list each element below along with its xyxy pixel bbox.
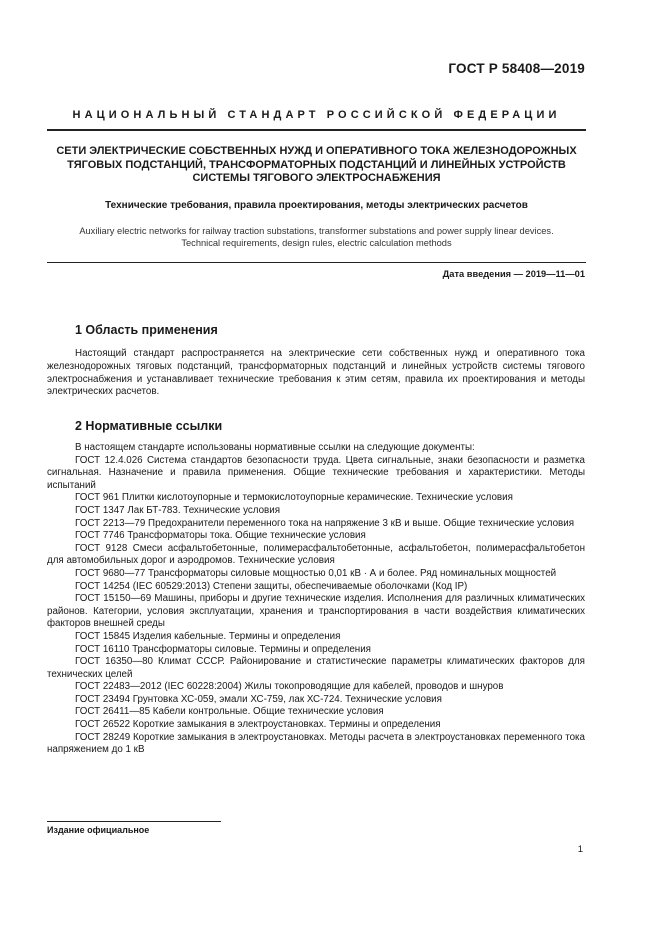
reference-item: В настоящем стандарте использованы нормативные ссылки на следующие документы: xyxy=(75,442,475,453)
title-line: СИСТЕМЫ ТЯГОВОГО ЭЛЕКТРОСНАБЖЕНИЯ xyxy=(192,172,441,184)
reference-item: ГОСТ 15150—69 Машины, приборы и другие технические изделия. Исполнения для различных климатических районов. Категории, условия эксплуатации, хранения и транспортирования в части воздействия климатических факторов внешней среды xyxy=(47,593,585,630)
reference-item: ГОСТ 1347 Лак БТ-783. Технические условия xyxy=(75,504,281,516)
reference-item: ГОСТ 16110 Трансформаторы силовые. Термины и определения xyxy=(75,643,371,655)
reference-item: ГОСТ 16350—80 Климат СССР. Районирование и статистические параметры климатических факторов для технических целей xyxy=(47,656,585,680)
section-heading-references: 2 Нормативные ссылки xyxy=(75,419,223,433)
reference-item: ГОСТ 9680—77 Трансформаторы силовые мощностью 0,01 кВ · А и более. Ряд номинальных мощностей xyxy=(75,567,557,579)
title-line: ТЯГОВЫХ ПОДСТАНЦИЙ, ТРАНСФОРМАТОРНЫХ ПОДСТАНЦИЙ И ЛИНЕЙНЫХ УСТРОЙСТВ xyxy=(67,158,566,171)
national-standard-banner: НАЦИОНАЛЬНЫЙ СТАНДАРТ РОССИЙСКОЙ ФЕДЕРАЦИИ xyxy=(72,109,561,121)
reference-item: ГОСТ 26522 Короткие замыкания в электроустановках. Термины и определения xyxy=(75,719,441,731)
reference-item: ГОСТ 7746 Трансформаторы тока. Общие технические условия xyxy=(75,530,366,542)
page-number: 1 xyxy=(577,844,583,855)
official-edition-label: Издание официальное xyxy=(47,825,150,835)
footer-divider xyxy=(47,821,221,822)
document-subtitle: Технические требования, правила проектирования, методы электрических расчетов xyxy=(105,200,528,211)
section-heading-scope: 1 Область применения xyxy=(75,323,218,337)
reference-item: ГОСТ 2213—79 Предохранители переменного тока на напряжение 3 кВ и выше. Общие технические условия xyxy=(75,517,575,529)
reference-item: ГОСТ 28249 Короткие замыкания в электроустановках. Методы расчета в электроустановках переменного тока напряжением до 1 кВ xyxy=(47,731,585,756)
title-divider xyxy=(47,262,586,263)
reference-item: ГОСТ 961 Плитки кислотоупорные и термокислотоупорные керамические. Технические условия xyxy=(75,492,513,504)
document-code: ГОСТ Р 58408—2019 xyxy=(448,61,585,76)
reference-item: ГОСТ 9128 Смеси асфальтобетонные, полимерасфальтобетонные, асфальтобетон, полимерасфальтобетон для автомобильных дорог и аэродромов. Технические условия xyxy=(47,542,585,567)
header-divider xyxy=(47,129,586,131)
reference-item: ГОСТ 23494 Грунтовка ХС-059, эмали ХС-759, лак ХС-724. Технические условия xyxy=(75,693,442,705)
reference-item: ГОСТ 14254 (IEC 60529:2013) Степени защиты, обеспечиваемые оболочками (Код IP) xyxy=(75,580,468,592)
references-list xyxy=(47,442,585,757)
english-title-line: Auxiliary electric networks for railway traction substations, transformer substations and power supply linear devices. xyxy=(79,226,554,236)
effective-date: Дата введения — 2019—11—01 xyxy=(442,269,585,279)
english-title-line: Technical requirements, design rules, electric calculation methods xyxy=(181,238,452,248)
scope-paragraph: Настоящий стандарт распространяется на электрические сети собственных нужд и оперативного тока железнодорожных тяговых подстанций, трансформаторных подстанций и линейных устройств системы тягового электроснабжения и устанавливает технические требования к этим сетям, правила их проектирования и методы электрических расчетов. xyxy=(47,348,585,398)
reference-item: ГОСТ 22483—2012 (IEC 60228:2004) Жилы токопроводящие для кабелей, проводов и шнуров xyxy=(75,681,504,693)
document-title xyxy=(47,145,586,186)
reference-item: ГОСТ 15845 Изделия кабельные. Термины и определения xyxy=(75,630,341,642)
reference-item: ГОСТ 26411—85 Кабели контрольные. Общие технические условия xyxy=(75,706,384,718)
english-title xyxy=(47,225,586,249)
reference-item: ГОСТ 12.4.026 Система стандартов безопасности труда. Цвета сигнальные, знаки безопасности и разметка сигнальная. Назначение и правила применения. Общие технические требования и характеристики. Методы испытаний xyxy=(47,454,585,491)
title-line: СЕТИ ЭЛЕКТРИЧЕСКИЕ СОБСТВЕННЫХ НУЖД И ОПЕРАТИВНОГО ТОКА ЖЕЛЕЗНОДОРОЖНЫХ xyxy=(56,145,577,157)
